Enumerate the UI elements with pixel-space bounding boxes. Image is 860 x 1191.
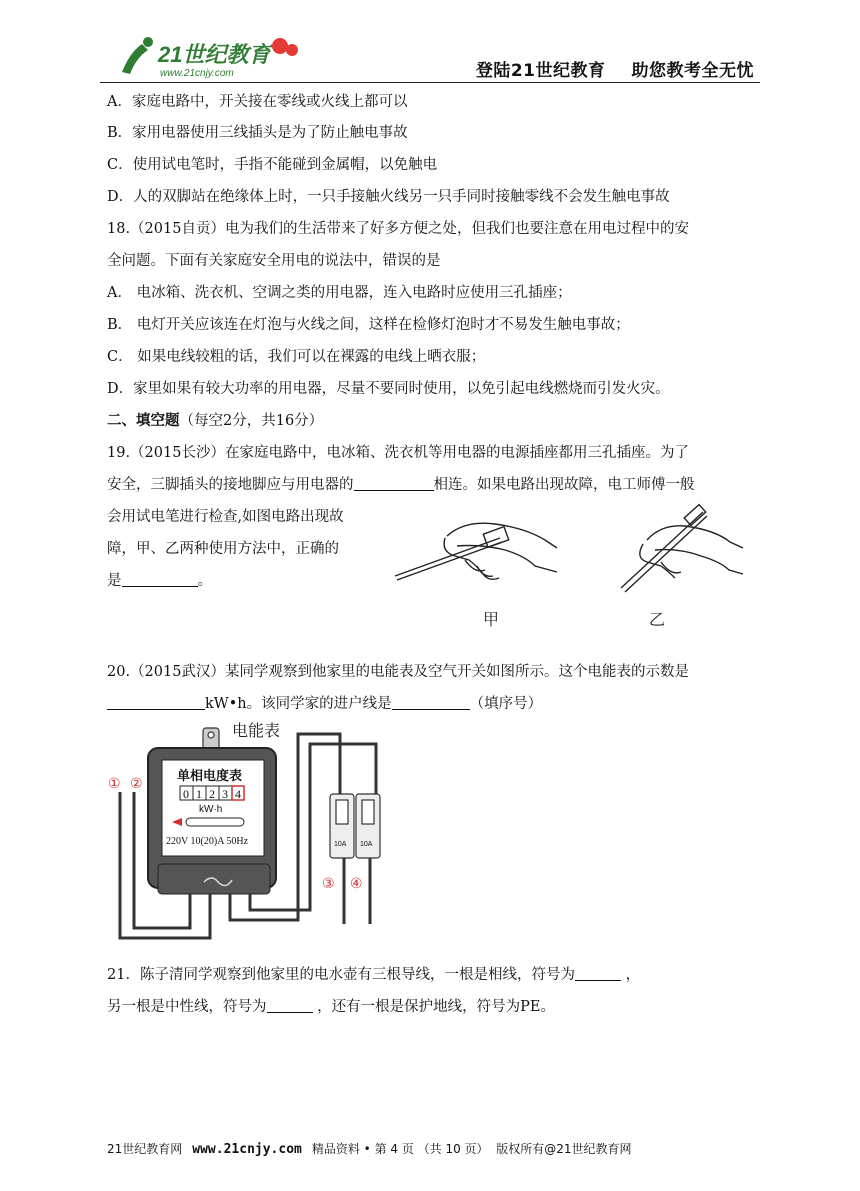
q19-text-c: 是	[107, 573, 122, 589]
q17-option-a: A．家庭电路中，开关接在零线或火线上都可以	[107, 94, 408, 110]
section-heading	[107, 409, 323, 430]
wire-label-4: ④	[350, 876, 363, 892]
footer-page-info: 精品资料 • 第 4 页 （共 10 页）	[311, 1142, 489, 1156]
q21-text-d: ，还有一根是保护地线，符号为PE。	[317, 999, 555, 1015]
test-pen-figure	[385, 500, 760, 640]
q20-blank-2[interactable]	[392, 695, 470, 710]
q20-stem-line1: 20.（2015武汉）某同学观察到他家里的电能表及空气开关如图所示。这个电能表的示数是	[107, 664, 689, 680]
q21-blank-2[interactable]	[267, 998, 313, 1013]
wire-label-2: ②	[130, 776, 143, 792]
digit-3: 2	[209, 787, 215, 801]
digit-5: 4	[235, 787, 241, 801]
q17-option-d: D．人的双脚站在绝缘体上时，一只手接触火线另一只手同时接触零线不会发生触电事故	[107, 189, 670, 205]
q20-text-a: kW•h。该同学家的进户线是	[205, 696, 392, 712]
section-title: 二、填空题	[107, 412, 180, 429]
air-switch-left	[330, 794, 354, 858]
breaker-rating-left: 10A	[334, 841, 347, 848]
air-switch-right	[356, 794, 380, 858]
q21-stem-line1	[107, 963, 640, 984]
meter-digits	[180, 786, 244, 801]
q17-option-c: C．使用试电笔时，手指不能碰到金属帽，以免触电	[107, 157, 438, 173]
q19-text-d: 。	[197, 573, 212, 589]
q18-option-b: B． 电灯开关应该连在灯泡与火线之间，这样在检修灯泡时才不易发生触电事故；	[107, 317, 630, 333]
q19-stem-line4: 障，甲、乙两种使用方法中，正确的	[107, 541, 339, 557]
q17-option-b: B．家用电器使用三线插头是为了防止触电事故	[107, 125, 408, 141]
breaker-rating-right: 10A	[360, 841, 373, 848]
meter-hook	[203, 728, 219, 750]
q19-blank-1[interactable]	[354, 476, 434, 491]
q18-option-d: D．家里如果有较大功率的用电器，尽量不要同时使用，以免引起电线燃烧而引发火灾。	[107, 381, 670, 397]
meter-name: 单相电度表	[177, 768, 243, 783]
hand-jia-illustration	[395, 523, 557, 580]
q20-text-b: （填序号）	[469, 696, 543, 712]
slogan-left: 登陆21世纪教育	[475, 61, 606, 81]
header-slogan	[450, 56, 754, 81]
logo-text: 21世纪教育	[158, 42, 271, 67]
label-jia: 甲	[483, 612, 500, 629]
q21-text-c: 另一根是中性线，符号为	[107, 999, 267, 1015]
q19-text-a: 安全，三脚插头的接地脚应与用电器的	[107, 477, 354, 493]
q18-option-a: A． 电冰箱、洗衣机、空调之类的用电器，连入电路时应使用三孔插座；	[107, 285, 572, 301]
electricity-meter-figure	[100, 714, 400, 949]
q20-stem-line2	[107, 692, 542, 713]
q19-stem-line3: 会用试电笔进行检查,如图电路出现故	[107, 509, 344, 525]
q21-stem-line2	[107, 995, 555, 1016]
q19-stem-line1: 19.（2015长沙）在家庭电路中，电冰箱、洗衣机等用电器的电源插座都用三孔插座。为了	[107, 445, 689, 461]
meter-unit: kW·h	[199, 804, 223, 815]
meter-title: 电能表	[232, 723, 281, 740]
wire-label-3: ③	[322, 876, 335, 892]
q21-text-b: ，	[625, 967, 641, 983]
q18-stem-line2: 全问题。下面有关家庭安全用电的说法中，错误的是	[107, 253, 441, 269]
q21-blank-1[interactable]	[575, 966, 621, 981]
q18-stem-line1: 18.（2015自贡）电为我们的生活带来了好多方便之处，但我们也要注意在用电过程中的安	[107, 221, 689, 237]
logo-url: www.21cnjy.com	[160, 68, 234, 79]
q20-blank-1[interactable]	[107, 695, 205, 710]
label-yi: 乙	[649, 612, 666, 629]
q18-option-c: C． 如果电线较粗的话，我们可以在裸露的电线上晒衣服；	[107, 349, 486, 365]
digit-4: 3	[222, 787, 228, 801]
q19-stem-line2	[107, 473, 695, 494]
q19-stem-line5	[107, 569, 212, 590]
hand-yi-illustration	[621, 505, 743, 592]
footer-site-link[interactable]: www.21cnjy.com	[192, 1142, 302, 1157]
q19-text-b: 相连。如果电路出现故障，电工师傅一般	[433, 477, 695, 493]
logo-21cnjy	[108, 32, 308, 80]
q21-text-a: 21．陈子清同学观察到他家里的电水壶有三根导线，一根是相线，符号为	[107, 967, 575, 983]
section-note: （每空2分，共16分）	[179, 413, 324, 429]
page-header	[100, 30, 760, 83]
slogan-right: 助您教考全无忧	[631, 61, 754, 81]
digit-2: 1	[196, 787, 202, 801]
page-footer	[107, 1140, 631, 1157]
wire-label-1: ①	[108, 776, 121, 792]
footer-copyright: 版权所有@21世纪教育网	[496, 1142, 632, 1156]
footer-left: 21世纪教育网	[107, 1142, 183, 1156]
q19-blank-2[interactable]	[122, 572, 198, 587]
meter-spec: 220V 10(20)A 50Hz	[166, 836, 249, 847]
digit-1: 0	[183, 787, 189, 801]
